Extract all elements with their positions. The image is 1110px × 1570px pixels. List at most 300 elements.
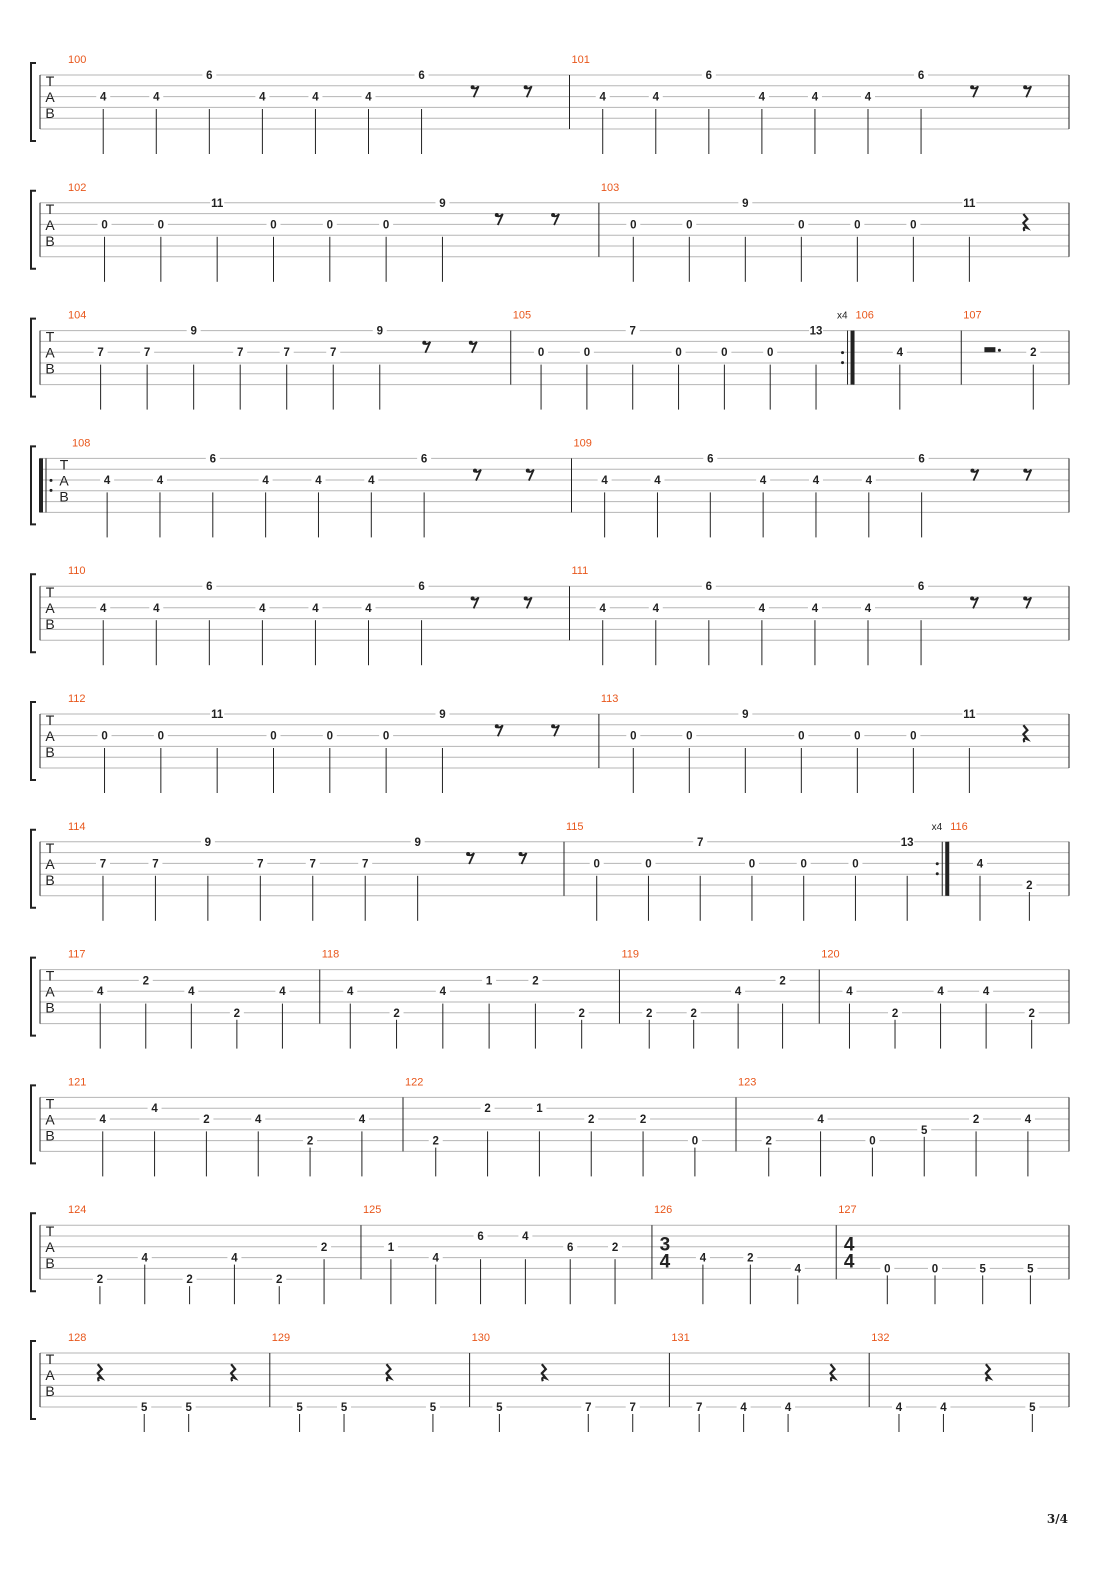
fret-number: 0 xyxy=(630,730,637,743)
measure xyxy=(574,437,1032,537)
eighth-rest-dot xyxy=(551,213,555,217)
fret-number: 13 xyxy=(900,836,914,849)
fret-number: 7 xyxy=(283,347,290,360)
repeat-dot xyxy=(50,479,53,482)
fret-number: 2 xyxy=(186,1274,193,1287)
measure-number: 102 xyxy=(68,181,87,194)
repeat-dot xyxy=(936,872,939,875)
fret-number: 6 xyxy=(418,70,425,82)
measure xyxy=(601,182,1028,282)
fret-number: 4 xyxy=(100,91,107,104)
fret-number: 6 xyxy=(209,453,217,466)
fret-number: 2 xyxy=(578,1007,585,1020)
fret-number: 0 xyxy=(767,347,774,360)
fret-number: 7 xyxy=(97,347,104,360)
measure xyxy=(68,1204,331,1304)
fret-number: 6 xyxy=(917,70,925,82)
measure-number: 130 xyxy=(471,1332,490,1344)
fret-number: 5 xyxy=(979,1263,986,1276)
fret-number: 4 xyxy=(740,1402,747,1414)
fret-number: 7 xyxy=(697,836,704,849)
fret-number: 4 xyxy=(432,1252,439,1265)
fret-number: 4 xyxy=(312,602,319,615)
measure-number: 118 xyxy=(321,948,340,961)
measure xyxy=(272,1332,440,1432)
fret-number: 2 xyxy=(646,1007,653,1020)
tab-clef-letter: A xyxy=(45,600,55,617)
measure-number: 116 xyxy=(950,820,968,833)
fret-number: 4 xyxy=(812,475,820,487)
eighth-rest-dot xyxy=(466,852,470,856)
tab-clef-letter: T xyxy=(45,584,55,601)
fret-number: 5 xyxy=(1029,1402,1036,1414)
tab-clef-letter: T xyxy=(45,712,55,728)
eighth-rest-dot xyxy=(471,596,475,600)
fret-number: 4 xyxy=(784,1402,792,1414)
staff-system xyxy=(31,437,1069,537)
fret-number: 4 xyxy=(522,1231,529,1243)
fret-number: 2 xyxy=(203,1114,210,1126)
system-bracket xyxy=(31,830,36,908)
fret-number: 0 xyxy=(854,219,861,232)
fret-number: 4 xyxy=(601,475,608,487)
fret-number: 9 xyxy=(190,325,197,338)
fret-number: 4 xyxy=(940,1402,947,1414)
fret-number: 4 xyxy=(599,91,606,104)
measure xyxy=(738,1076,1035,1176)
fret-number: 0 xyxy=(854,730,861,743)
measure xyxy=(472,1332,640,1432)
measure-number: 106 xyxy=(855,309,874,322)
measure xyxy=(68,1076,369,1176)
tab-clef-letter: B xyxy=(45,744,55,760)
fret-number: 4 xyxy=(652,602,659,615)
fret-number: 6 xyxy=(705,581,713,594)
tab-clef-letter: A xyxy=(45,344,55,361)
system-bracket xyxy=(31,958,36,1036)
fret-number: 0 xyxy=(270,730,277,743)
half-rest xyxy=(984,347,995,352)
fret-number: 9 xyxy=(742,197,749,210)
measure-number: 113 xyxy=(600,693,619,705)
quarter-rest xyxy=(231,1364,235,1381)
staff-system xyxy=(31,821,1069,921)
measure-number: 122 xyxy=(405,1076,424,1089)
fret-number: 4 xyxy=(315,475,322,487)
measure xyxy=(601,693,1028,793)
tab-clef-letter: T xyxy=(45,1223,55,1240)
fret-number: 4 xyxy=(312,91,319,104)
fret-number: 4 xyxy=(734,986,742,999)
fret-number: 7 xyxy=(236,347,244,360)
eighth-rest-dot xyxy=(422,341,426,345)
measure xyxy=(821,949,1038,1049)
fret-number: 2 xyxy=(765,1135,772,1148)
staff-system xyxy=(31,565,1069,665)
tab-clef-letter: B xyxy=(45,871,55,888)
fret-number: 4 xyxy=(368,475,375,487)
measure xyxy=(566,821,949,921)
measure-number: 124 xyxy=(68,1204,87,1217)
measure-number: 132 xyxy=(871,1332,890,1344)
fret-number: 4 xyxy=(259,602,266,615)
time-signature-bottom: 4 xyxy=(659,1251,671,1273)
fret-number: 7 xyxy=(362,858,369,871)
fret-number: 4 xyxy=(153,91,160,104)
eighth-rest-dot xyxy=(495,213,499,217)
measure-number: 104 xyxy=(68,309,87,322)
fret-number: 7 xyxy=(330,347,337,360)
fret-number: 0 xyxy=(101,219,108,232)
fret-number: 2 xyxy=(320,1241,328,1254)
tab-clef-letter: A xyxy=(45,1111,55,1128)
fret-number: 4 xyxy=(599,602,606,615)
tab-clef-letter: B xyxy=(45,1255,55,1272)
fret-number: 4 xyxy=(188,986,195,999)
time-signature-top: 4 xyxy=(843,1234,855,1256)
measure-number: 120 xyxy=(821,948,840,961)
fret-number: 6 xyxy=(206,70,213,82)
fret-number: 4 xyxy=(864,91,872,104)
fret-number: 0 xyxy=(798,730,805,743)
measure xyxy=(68,693,559,793)
fret-number: 4 xyxy=(347,986,354,999)
repeat-start-thick-bar xyxy=(39,458,43,512)
quarter-rest xyxy=(542,1364,546,1381)
eighth-rest-dot xyxy=(469,341,473,345)
measure-number: 111 xyxy=(571,565,589,578)
fret-number: 4 xyxy=(1024,1114,1032,1126)
fret-number: 4 xyxy=(259,91,266,104)
fret-number: 2 xyxy=(611,1241,619,1254)
measure xyxy=(68,565,532,665)
quarter-rest xyxy=(1023,214,1027,231)
tab-clef-letter: T xyxy=(45,1095,55,1112)
fret-number: 2 xyxy=(532,975,539,988)
tab-clef-letter: B xyxy=(45,360,55,377)
eighth-rest-dot xyxy=(1023,469,1027,473)
fret-number: 0 xyxy=(675,347,682,360)
fret-number: 4 xyxy=(99,1114,106,1126)
fret-number: 2 xyxy=(588,1114,595,1126)
measure-number: 108 xyxy=(72,437,91,450)
measure xyxy=(950,821,1036,921)
fret-number: 0 xyxy=(884,1263,891,1276)
fret-number: 0 xyxy=(101,730,108,743)
fret-number: 4 xyxy=(156,475,164,487)
tab-clef-letter: A xyxy=(45,216,55,233)
fret-number: 0 xyxy=(869,1135,876,1148)
tab-clef-letter: A xyxy=(59,472,69,489)
measure xyxy=(856,310,907,410)
fret-number: 2 xyxy=(891,1007,899,1020)
measure xyxy=(405,1076,702,1176)
eighth-rest-dot xyxy=(970,85,974,89)
tab-clef-letter: T xyxy=(45,839,55,856)
staff-system xyxy=(31,1076,1069,1176)
fret-number: 4 xyxy=(811,91,819,104)
fret-number: 0 xyxy=(910,730,917,743)
fret-number: 0 xyxy=(800,858,807,871)
system-bracket xyxy=(31,191,36,269)
fret-number: 0 xyxy=(326,219,334,232)
fret-number: 4 xyxy=(141,1252,148,1265)
measure-number: 127 xyxy=(838,1204,857,1217)
repeat-dot xyxy=(50,489,53,492)
system-bracket xyxy=(31,319,36,397)
system-bracket xyxy=(31,1213,36,1291)
fret-number: 0 xyxy=(686,730,693,743)
fret-number: 6 xyxy=(707,453,714,466)
fret-number: 4 xyxy=(652,91,659,104)
fret-number: 4 xyxy=(255,1114,262,1126)
repeat-count: x4 xyxy=(931,821,943,833)
time-signature-bottom: 4 xyxy=(843,1251,855,1273)
measure xyxy=(621,949,789,1049)
eighth-rest-dot xyxy=(1023,596,1027,600)
fret-number: 2 xyxy=(96,1274,104,1287)
fret-number: 4 xyxy=(846,986,853,999)
fret-number: 7 xyxy=(99,858,107,871)
fret-number: 4 xyxy=(365,602,372,615)
fret-number: 5 xyxy=(340,1402,348,1414)
tab-clef-letter: A xyxy=(45,855,55,872)
tab-clef-letter: T xyxy=(45,967,55,984)
fret-number: 11 xyxy=(211,709,224,721)
measure-number: 129 xyxy=(271,1332,291,1344)
staff-system xyxy=(31,1204,1069,1304)
fret-number: 0 xyxy=(645,858,652,871)
fret-number: 9 xyxy=(204,836,212,849)
tab-clef-letter: T xyxy=(59,456,69,473)
measure xyxy=(322,949,589,1049)
system-bracket xyxy=(31,446,36,524)
fret-number: 6 xyxy=(705,70,713,82)
staff-system xyxy=(31,693,1069,793)
fret-number: 5 xyxy=(1027,1263,1034,1276)
measure-number: 109 xyxy=(573,437,592,450)
fret-number: 4 xyxy=(896,347,904,360)
fret-number: 4 xyxy=(231,1252,238,1265)
repeat-count: x4 xyxy=(836,310,848,322)
eighth-rest-dot xyxy=(524,596,528,600)
fret-number: 6 xyxy=(567,1241,574,1254)
fret-number: 0 xyxy=(583,347,591,360)
measure xyxy=(68,949,289,1049)
eighth-rest-dot xyxy=(970,469,974,473)
fret-number: 4 xyxy=(439,986,447,999)
system-bracket xyxy=(31,1341,36,1419)
measure xyxy=(838,1204,1037,1304)
eighth-rest-dot xyxy=(1023,85,1027,89)
fret-number: 4 xyxy=(365,91,372,104)
fret-number: 7 xyxy=(143,347,151,360)
quarter-rest xyxy=(831,1364,835,1381)
fret-number: 2 xyxy=(1028,1007,1035,1020)
staff-system xyxy=(31,310,1069,410)
fret-number: 9 xyxy=(414,836,421,849)
tab-clef-letter: B xyxy=(45,999,55,1016)
fret-number: 5 xyxy=(141,1402,148,1414)
measure-number: 128 xyxy=(68,1332,87,1344)
fret-number: 9 xyxy=(376,325,383,338)
measure-number: 100 xyxy=(68,54,87,66)
fret-number: 2 xyxy=(972,1114,980,1126)
fret-number: 4 xyxy=(654,475,661,487)
fret-number: 7 xyxy=(257,858,264,871)
system-bracket xyxy=(31,702,36,780)
time-signature-top: 3 xyxy=(659,1234,671,1256)
measure-number: 125 xyxy=(362,1204,382,1217)
measure-number: 114 xyxy=(68,820,86,833)
measure-number: 119 xyxy=(621,948,639,961)
fret-number: 7 xyxy=(695,1402,703,1414)
system-bracket xyxy=(31,1085,36,1163)
tab-clef-letter: B xyxy=(45,105,55,121)
fret-number: 11 xyxy=(211,197,224,210)
page-number: 3/4 xyxy=(1046,1512,1068,1526)
fret-number: 0 xyxy=(931,1263,939,1276)
fret-number: 2 xyxy=(1026,880,1033,892)
tab-clef-letter: B xyxy=(45,232,55,249)
fret-number: 2 xyxy=(432,1135,439,1148)
fret-number: 4 xyxy=(100,602,107,615)
fret-number: 9 xyxy=(742,709,749,721)
tab-clef-letter: B xyxy=(45,1127,55,1144)
fret-number: 0 xyxy=(382,219,390,232)
fret-number: 4 xyxy=(103,475,111,487)
fret-number: 6 xyxy=(918,453,925,466)
fret-number: 2 xyxy=(142,975,149,988)
fret-number: 7 xyxy=(309,858,316,871)
fret-number: 4 xyxy=(976,858,984,871)
eighth-rest-dot xyxy=(524,85,528,89)
fret-number: 7 xyxy=(585,1402,592,1414)
fret-number: 2 xyxy=(779,975,786,988)
fret-number: 0 xyxy=(691,1135,699,1148)
repeat-dot xyxy=(841,361,844,364)
fret-number: 4 xyxy=(151,1103,158,1116)
staff-system xyxy=(31,182,1069,282)
fret-number: 2 xyxy=(690,1007,697,1020)
eighth-rest-dot xyxy=(473,469,477,473)
fret-number: 4 xyxy=(982,986,990,999)
fret-number: 1 xyxy=(536,1103,543,1116)
fret-number: 2 xyxy=(306,1135,314,1148)
fret-number: 4 xyxy=(153,602,160,615)
fret-number: 4 xyxy=(895,1402,903,1414)
fret-number: 2 xyxy=(747,1252,754,1265)
fret-number: 2 xyxy=(393,1007,400,1020)
measure xyxy=(72,437,534,537)
eighth-rest-dot xyxy=(551,724,555,728)
fret-number: 0 xyxy=(382,730,390,743)
measure-number: 107 xyxy=(963,309,982,322)
fret-number: 9 xyxy=(439,709,446,721)
fret-number: 5 xyxy=(185,1402,192,1414)
fret-number: 5 xyxy=(921,1124,928,1137)
quarter-rest xyxy=(98,1364,102,1381)
fret-number: 0 xyxy=(630,219,637,232)
measure-number: 126 xyxy=(653,1204,673,1217)
measure xyxy=(671,1332,834,1432)
eighth-rest-dot xyxy=(519,852,523,856)
fret-number: 0 xyxy=(748,858,756,871)
fret-number: 5 xyxy=(429,1402,437,1414)
fret-number: 0 xyxy=(326,730,334,743)
fret-number: 11 xyxy=(963,709,976,721)
fret-number: 1 xyxy=(387,1241,395,1254)
measure-number: 110 xyxy=(68,565,86,578)
fret-number: 4 xyxy=(758,602,766,615)
measure xyxy=(68,54,532,154)
fret-number: 1 xyxy=(485,975,493,988)
measure-number: 115 xyxy=(566,820,584,833)
tab-clef-letter: A xyxy=(45,89,55,105)
quarter-rest xyxy=(986,1364,990,1381)
system-bracket xyxy=(31,63,36,141)
fret-number: 6 xyxy=(420,453,428,466)
fret-number: 4 xyxy=(699,1252,707,1265)
measure xyxy=(513,310,855,410)
eighth-rest-dot xyxy=(970,596,974,600)
fret-number: 7 xyxy=(152,858,159,871)
staff-system xyxy=(31,1332,1069,1432)
fret-number: 2 xyxy=(639,1114,647,1126)
fret-number: 4 xyxy=(817,1114,824,1126)
fret-number: 4 xyxy=(864,602,872,615)
measure xyxy=(363,1204,622,1304)
fret-number: 9 xyxy=(439,197,446,210)
fret-number: 0 xyxy=(593,858,600,871)
measure xyxy=(572,565,1032,665)
fret-number: 2 xyxy=(233,1007,241,1020)
fret-number: 4 xyxy=(262,475,269,487)
fret-number: 6 xyxy=(206,581,213,594)
fret-number: 2 xyxy=(484,1103,491,1116)
fret-number: 0 xyxy=(157,730,165,743)
tab-clef-letter: B xyxy=(45,1383,55,1399)
measure xyxy=(572,54,1032,154)
eighth-rest-dot xyxy=(526,469,530,473)
tab-clef-letter: T xyxy=(45,200,55,217)
fret-number: 6 xyxy=(418,581,425,594)
fret-number: 6 xyxy=(477,1231,484,1243)
tab-clef-letter: B xyxy=(45,616,55,633)
eighth-rest-dot xyxy=(495,724,499,728)
tab-clef-letter: A xyxy=(45,728,55,744)
fret-number: 4 xyxy=(759,475,767,487)
system-bracket xyxy=(31,574,36,652)
fret-number: 4 xyxy=(758,91,766,104)
fret-number: 4 xyxy=(811,602,819,615)
tab-clef-letter: T xyxy=(45,73,55,89)
measure-number: 121 xyxy=(68,1076,87,1089)
fret-number: 0 xyxy=(270,219,277,232)
measure-number: 131 xyxy=(671,1332,690,1344)
fret-number: 0 xyxy=(910,219,917,232)
quarter-rest xyxy=(1023,725,1027,742)
fret-number: 7 xyxy=(629,1402,636,1414)
measure-number: 123 xyxy=(738,1076,757,1089)
measure-number: 103 xyxy=(600,181,620,194)
measure xyxy=(68,182,559,282)
staff-system xyxy=(31,54,1069,154)
fret-number: 0 xyxy=(686,219,693,232)
fret-number: 11 xyxy=(963,197,976,210)
tab-clef-letter: B xyxy=(59,488,69,505)
tab-clef-letter: A xyxy=(45,1239,55,1256)
